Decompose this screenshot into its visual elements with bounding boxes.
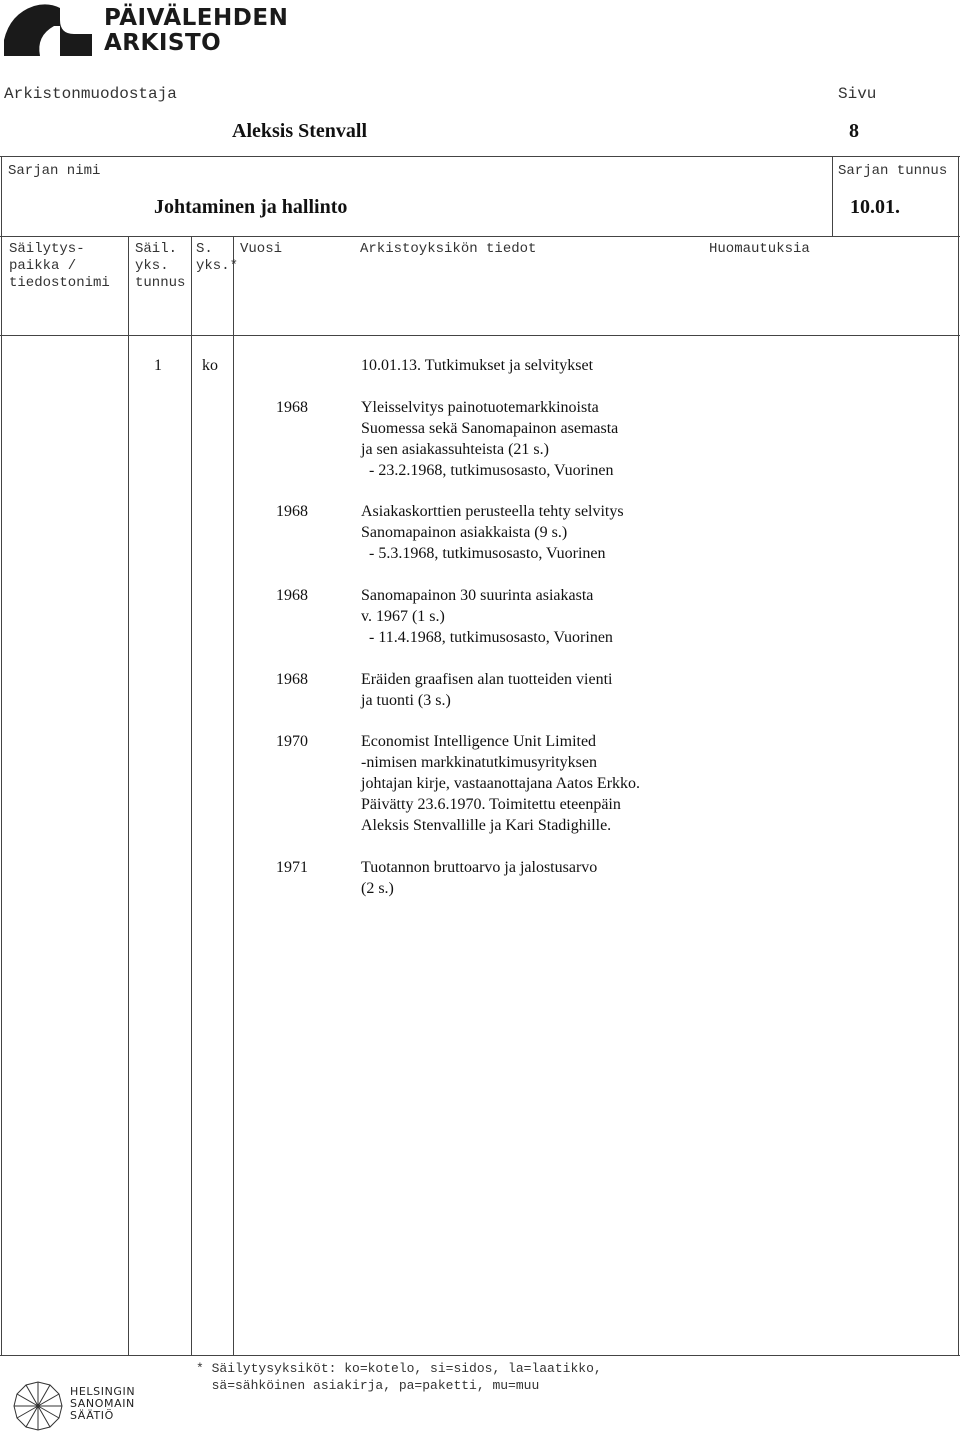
entry-description [361,585,613,648]
logo-line-1: PÄIVÄLEHDEN [104,5,289,31]
series-name-label: Sarjan nimi [8,163,101,179]
entry-line: ja tuonti (3 s.) [361,692,451,709]
table-left-border [1,156,2,1356]
entry-year: 1970 [276,733,308,750]
entry-line: (2 s.) [361,880,394,897]
entry-line: Sanomapainon 30 suurinta asiakasta [361,587,594,604]
entry-line: Asiakaskorttien perusteella tehty selvitys [361,503,624,520]
footnote [196,1360,602,1394]
entry-year: 1968 [276,503,308,520]
column-header-year: Vuosi [240,241,283,257]
entry-year: 1968 [276,399,308,416]
entry-line: - 5.3.1968, tutkimusosasto, Vuorinen [361,545,606,562]
entry-description [361,501,624,564]
column-header-location: Säilytys- paikka / tiedostonimi [9,241,110,291]
table-header-bottom-border [0,335,960,336]
entry-line: johtajan kirje, vastaanottajana Aatos Erkko. [361,775,641,792]
page-label: Sivu [838,85,877,103]
entry-line: Sanomapainon asiakkaista (9 s.) [361,524,568,541]
table-right-border [958,156,959,1356]
entry-description [361,669,612,711]
entry-line: Päivätty 23.6.1970. Toimitettu eteenpäin [361,796,621,813]
table-header-top-border [0,236,960,237]
entry-year: 1971 [276,859,308,876]
entry-description [361,857,597,899]
series-box-top-border [0,156,960,157]
unit-type: ko [202,357,218,374]
page-number: 8 [849,120,859,142]
column-header-unit-id: Säil. yks. tunnus [135,241,186,291]
series-box-divider [832,156,833,236]
creator-name: Aleksis Stenvall [232,120,368,142]
series-name: Johtaminen ja hallinto [154,196,348,218]
footnote-line-2: sä=sähköinen asiakirja, pa=paketti, mu=muu [196,1378,540,1393]
unit-number: 1 [154,357,162,374]
entry-line: Suomessa sekä Sanomapainon asemasta [361,420,619,437]
entry-line: ja sen asiakassuhteista (21 s.) [361,441,549,458]
entry-line: Economist Intelligence Unit Limited [361,733,597,750]
archive-logo-wordmark [104,6,288,56]
column-divider-unit-type [233,236,234,1356]
series-id-label: Sarjan tunnus [838,163,948,179]
series-id: 10.01. [850,196,900,218]
column-header-details: Arkistoyksikön tiedot [360,241,537,257]
entry-line: Yleisselvitys painotuotemarkkinoista [361,399,599,416]
entry-year: 1968 [276,671,308,688]
entry-year: 1968 [276,587,308,604]
column-divider-location [128,236,129,1356]
column-header-unit-type: S. yks.* [196,241,239,274]
entry-line: Eräiden graafisen alan tuotteiden vienti [361,671,613,688]
entry-line: v. 1967 (1 s.) [361,608,445,625]
entry-line: - 11.4.1968, tutkimusosasto, Vuorinen [361,629,613,646]
logo-line-2: ARKISTO [104,30,222,56]
table-bottom-border [0,1355,960,1356]
entry-line: - 23.2.1968, tutkimusosasto, Vuorinen [361,462,614,479]
column-header-notes: Huomautuksia [709,241,810,257]
foundation-logo-wordmark: HELSINGIN SANOMAIN SÄÄTIÖ [70,1385,136,1422]
footnote-line-1: * Säilytysyksiköt: ko=kotelo, si=sidos, la=laatikko, [196,1361,602,1376]
creator-label: Arkistonmuodostaja [4,85,177,103]
entry-line: Tuotannon bruttoarvo ja jalostusarvo [361,859,598,876]
unit-heading: 10.01.13. Tutkimukset ja selvitykset [361,357,594,374]
entry-description [361,731,640,836]
paivalehden-arkisto-logo-icon [0,0,96,58]
entry-line: -nimisen markkinatutkimusyrityksen [361,754,597,771]
column-divider-unit-id [191,236,192,1356]
entry-line: Aleksis Stenvallille ja Kari Stadighille. [361,817,612,834]
entry-description [361,397,618,481]
